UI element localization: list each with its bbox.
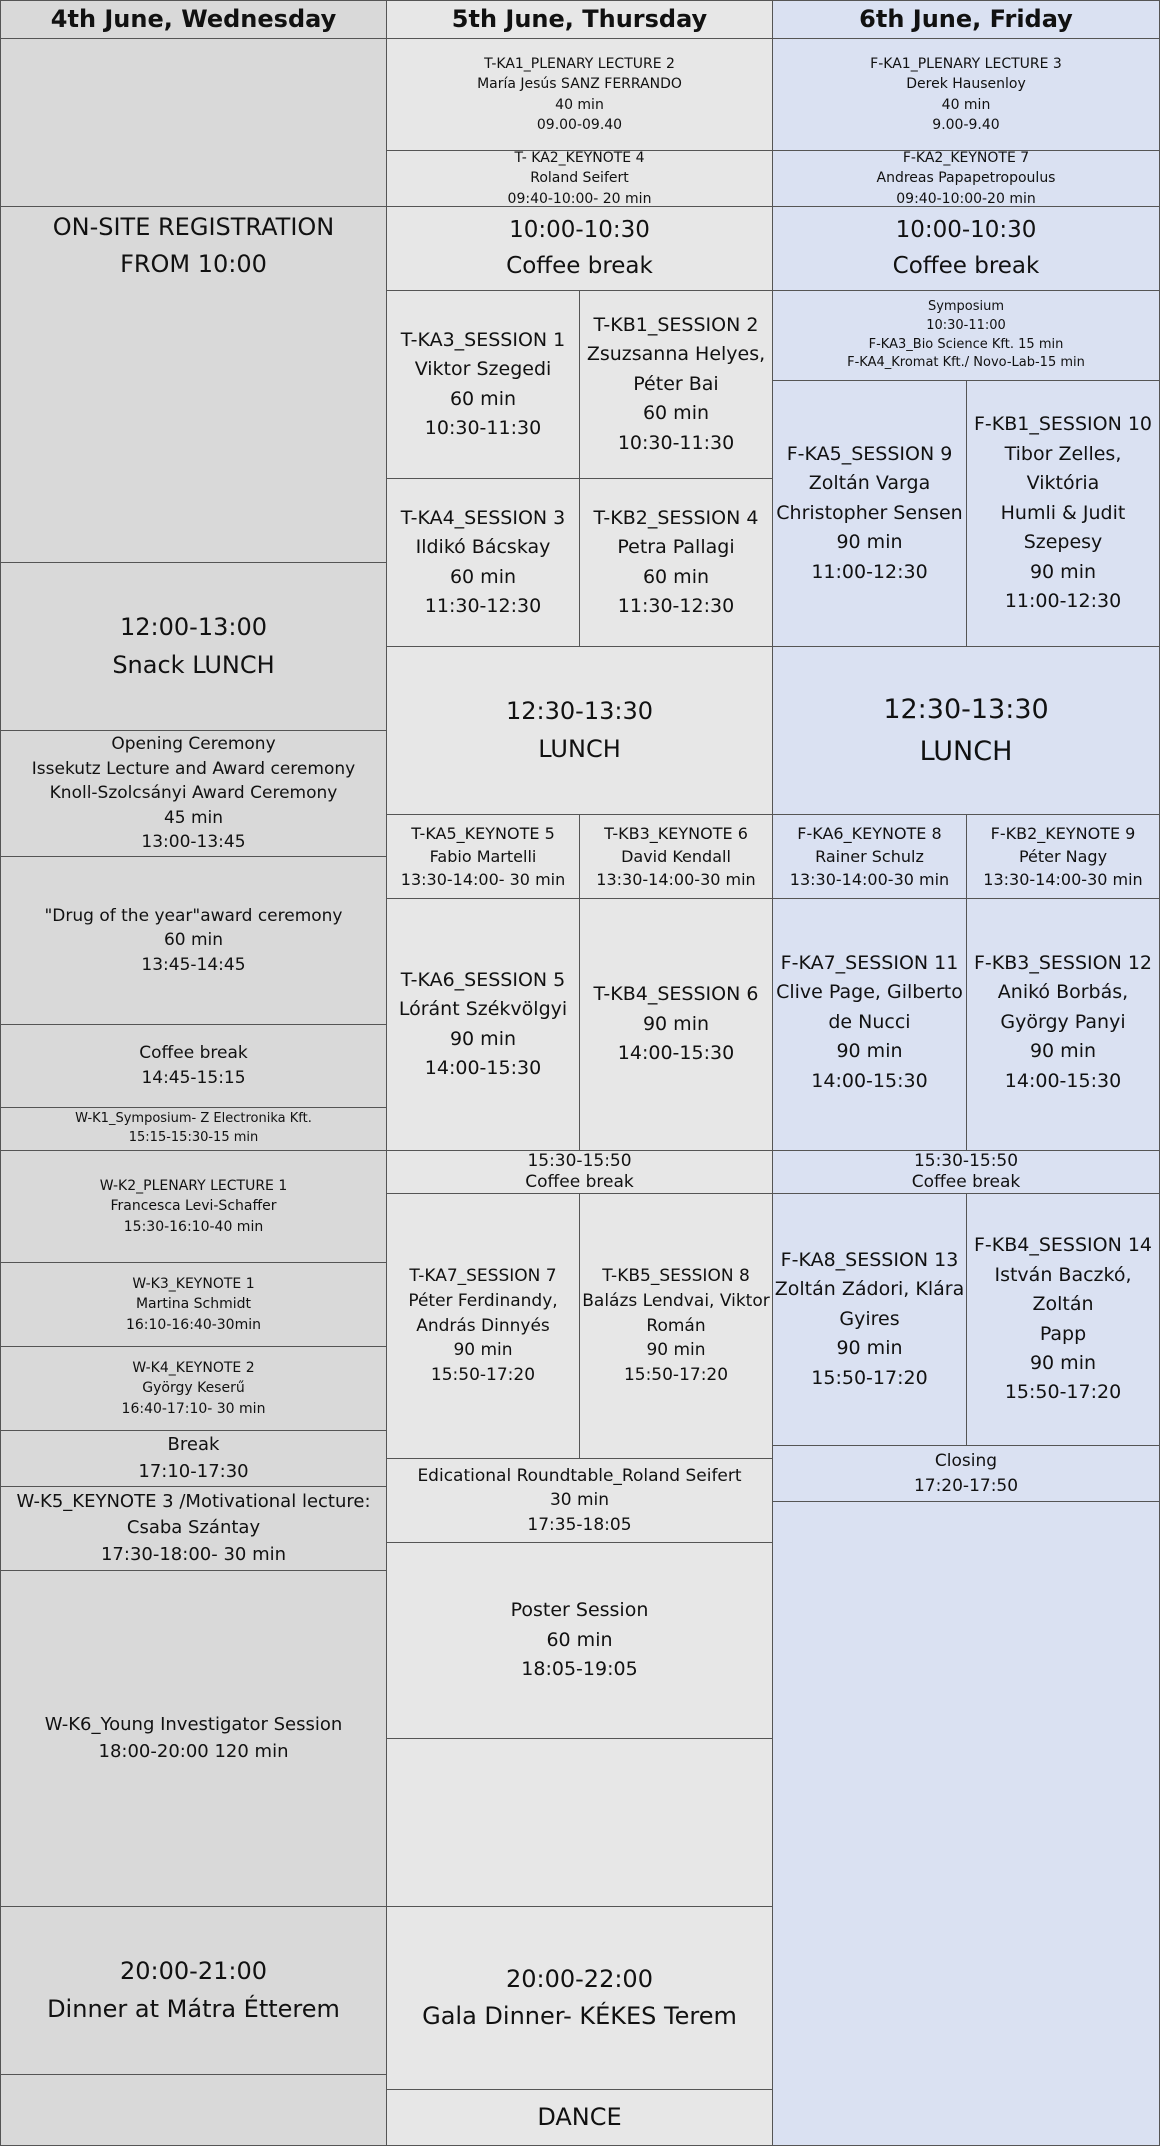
thu-kb3-keynote: T-KB3_KEYNOTE 6 David Kendall 13:30-14:00-30 min [579, 814, 773, 899]
header-thursday: 5th June, Thursday [386, 0, 773, 39]
wed-dinner: 20:00-21:00 Dinner at Mátra Étterem [0, 1906, 387, 2075]
thu-coffee-break-2: 15:30-15:50 Coffee break [386, 1150, 773, 1194]
wed-opening-ceremony: Opening Ceremony Issekutz Lecture and Award ceremony Knoll-Szolcsányi Award Ceremony 45 min 13:00-13:45 [0, 730, 387, 857]
header-wednesday: 4th June, Wednesday [0, 0, 387, 39]
fri-kb3-session: F-KB3_SESSION 12 Anikó Borbás, György Panyi 90 min 14:00-15:30 [966, 898, 1160, 1151]
thu-gala-dinner: 20:00-22:00 Gala Dinner- KÉKES Terem [386, 1906, 773, 2090]
thu-ka2-keynote: T- KA2_KEYNOTE 4 Roland Seifert 09:40-10:00- 20 min [386, 150, 773, 207]
wed-registration: ON-SITE REGISTRATION FROM 10:00 [0, 206, 387, 563]
fri-ka5-session: F-KA5_SESSION 9 Zoltán Varga Christopher Sensen 90 min 11:00-12:30 [772, 380, 967, 647]
fri-kb2-keynote: F-KB2_KEYNOTE 9 Péter Nagy 13:30-14:00-30 min [966, 814, 1160, 899]
fri-ka2-keynote: F-KA2_KEYNOTE 7 Andreas Papapetropoulus 09:40-10:00-20 min [772, 150, 1160, 207]
wed-wk3-keynote: W-K3_KEYNOTE 1 Martina Schmidt 16:10-16:40-30min [0, 1262, 387, 1347]
wed-drug-of-the-year: "Drug of the year"award ceremony 60 min 13:45-14:45 [0, 856, 387, 1025]
wed-coffee-break: Coffee break 14:45-15:15 [0, 1024, 387, 1108]
wed-empty-end [0, 2074, 387, 2146]
thu-poster-session: Poster Session 60 min 18:05-19:05 [386, 1542, 773, 1739]
fri-ka7-session: F-KA7_SESSION 11 Clive Page, Gilberto de Nucci 90 min 14:00-15:30 [772, 898, 967, 1151]
thu-lunch: 12:30-13:30 LUNCH [386, 646, 773, 815]
thu-roundtable: Edicational Roundtable_Roland Seifert 30 min 17:35-18:05 [386, 1458, 773, 1543]
wed-wk4-keynote: W-K4_KEYNOTE 2 György Keserű 16:40-17:10- 30 min [0, 1346, 387, 1431]
fri-symposium: Symposium 10:30-11:00 F-KA3_Bio Science Kft. 15 min F-KA4_Kromat Kft./ Novo-Lab-15 min [772, 290, 1160, 381]
wed-wk2-plenary: W-K2_PLENARY LECTURE 1 Francesca Levi-Schaffer 15:30-16:10-40 min [0, 1150, 387, 1263]
fri-coffee-break-2: 15:30-15:50 Coffee break [772, 1150, 1160, 1194]
fri-empty-evening [772, 1501, 1160, 2146]
fri-coffee-break-1: 10:00-10:30 Coffee break [772, 206, 1160, 291]
thu-ka7-session: T-KA7_SESSION 7 Péter Ferdinandy, András Dinnyés 90 min 15:50-17:20 [386, 1193, 580, 1459]
thu-kb5-session: T-KB5_SESSION 8 Balázs Lendvai, Viktor Román 90 min 15:50-17:20 [579, 1193, 773, 1459]
fri-ka6-keynote: F-KA6_KEYNOTE 8 Rainer Schulz 13:30-14:00-30 min [772, 814, 967, 899]
header-friday: 6th June, Friday [772, 0, 1160, 39]
thu-ka3-session: T-KA3_SESSION 1 Viktor Szegedi 60 min 10:30-11:30 [386, 290, 580, 479]
wed-wk1-symposium: W-K1_Symposium- Z Electronika Kft. 15:15-15:30-15 min [0, 1107, 387, 1151]
thu-dance: DANCE [386, 2089, 773, 2146]
thu-kb2-session: T-KB2_SESSION 4 Petra Pallagi 60 min 11:30-12:30 [579, 478, 773, 647]
thu-ka4-session: T-KA4_SESSION 3 Ildikó Bácskay 60 min 11:30-12:30 [386, 478, 580, 647]
thu-empty-evening [386, 1738, 773, 1907]
wed-empty-morning [0, 38, 387, 207]
thu-kb1-session: T-KB1_SESSION 2 Zsuzsanna Helyes, Péter Bai 60 min 10:30-11:30 [579, 290, 773, 479]
thu-kb4-session: T-KB4_SESSION 6 90 min 14:00-15:30 [579, 898, 773, 1151]
thu-ka6-session: T-KA6_SESSION 5 Lóránt Székvölgyi 90 min 14:00-15:30 [386, 898, 580, 1151]
fri-closing: Closing 17:20-17:50 [772, 1445, 1160, 1502]
thu-coffee-break-1: 10:00-10:30 Coffee break [386, 206, 773, 291]
thu-ka5-keynote: T-KA5_KEYNOTE 5 Fabio Martelli 13:30-14:00- 30 min [386, 814, 580, 899]
thu-ka1-plenary: T-KA1_PLENARY LECTURE 2 María Jesús SANZ FERRANDO 40 min 09.00-09.40 [386, 38, 773, 151]
wed-wk6-young-investigator: W-K6_Young Investigator Session 18:00-20:00 120 min [0, 1570, 387, 1907]
fri-kb1-session: F-KB1_SESSION 10 Tibor Zelles, Viktória Humli & Judit Szepesy 90 min 11:00-12:30 [966, 380, 1160, 647]
wed-lunch: 12:00-13:00 Snack LUNCH [0, 562, 387, 731]
fri-ka1-plenary: F-KA1_PLENARY LECTURE 3 Derek Hausenloy 40 min 9.00-9.40 [772, 38, 1160, 151]
fri-ka8-session: F-KA8_SESSION 13 Zoltán Zádori, Klára Gyires 90 min 15:50-17:20 [772, 1193, 967, 1446]
fri-lunch: 12:30-13:30 LUNCH [772, 646, 1160, 815]
fri-kb4-session: F-KB4_SESSION 14 István Baczkó, Zoltán Papp 90 min 15:50-17:20 [966, 1193, 1160, 1446]
wed-break: Break 17:10-17:30 [0, 1430, 387, 1487]
wed-wk5-keynote: W-K5_KEYNOTE 3 /Motivational lecture: Csaba Szántay 17:30-18:00- 30 min [0, 1486, 387, 1571]
